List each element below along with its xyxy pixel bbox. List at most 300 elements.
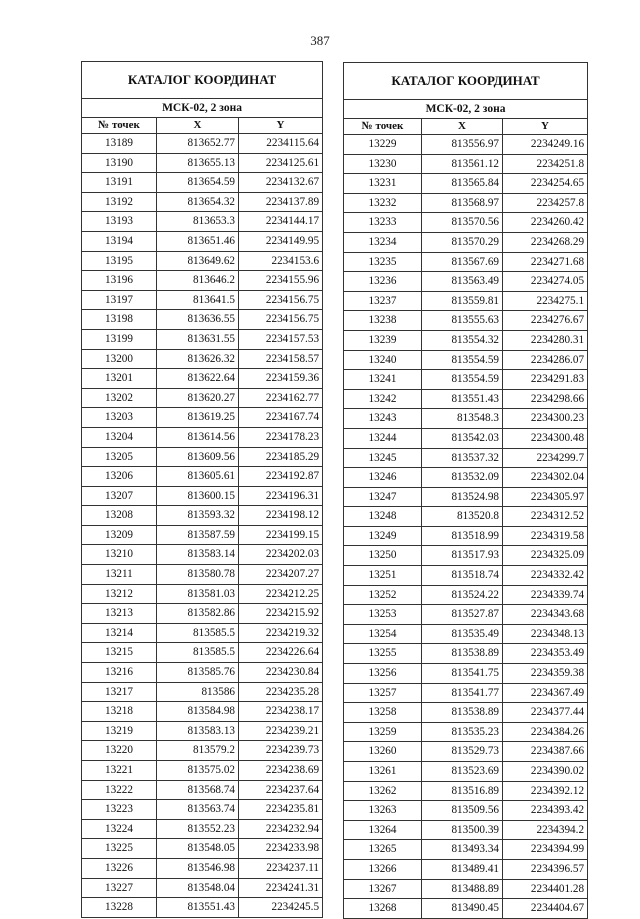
y-coordinate-cell: 2234260.42 bbox=[503, 213, 588, 233]
y-coordinate-cell: 2234235.81 bbox=[239, 800, 323, 820]
table-row bbox=[344, 272, 588, 292]
y-coordinate-cell: 2234132.67 bbox=[239, 173, 323, 193]
table-row bbox=[82, 134, 323, 154]
table-row bbox=[82, 486, 323, 506]
y-coordinate-cell: 2234394.99 bbox=[503, 840, 588, 860]
x-coordinate-cell: 813563.74 bbox=[157, 800, 239, 820]
table-row bbox=[82, 212, 323, 232]
table-row bbox=[344, 840, 588, 860]
x-coordinate-cell: 813489.41 bbox=[422, 859, 503, 879]
y-coordinate-cell: 2234394.2 bbox=[503, 820, 588, 840]
x-coordinate-cell: 813554.32 bbox=[422, 330, 503, 350]
point-number-cell: 13222 bbox=[82, 780, 157, 800]
y-coordinate-cell: 2234157.53 bbox=[239, 329, 323, 349]
table-row bbox=[344, 213, 588, 233]
x-coordinate-cell: 813524.22 bbox=[422, 585, 503, 605]
column-header-y: Y bbox=[239, 118, 323, 134]
catalog-title: КАТАЛОГ КООРДИНАТ bbox=[344, 63, 588, 100]
table-row bbox=[82, 623, 323, 643]
x-coordinate-cell: 813561.12 bbox=[422, 154, 503, 174]
table-row bbox=[82, 741, 323, 761]
column-header-y: Y bbox=[503, 119, 588, 135]
y-coordinate-cell: 2234159.36 bbox=[239, 369, 323, 389]
y-coordinate-cell: 2234155.96 bbox=[239, 271, 323, 291]
x-coordinate-cell: 813619.25 bbox=[157, 408, 239, 428]
coordinate-catalog-table-left bbox=[81, 61, 323, 918]
y-coordinate-cell: 2234396.57 bbox=[503, 859, 588, 879]
table-row bbox=[344, 370, 588, 390]
x-coordinate-cell: 813548.04 bbox=[157, 878, 239, 898]
table-row bbox=[82, 643, 323, 663]
y-coordinate-cell: 2234226.64 bbox=[239, 643, 323, 663]
point-number-cell: 13266 bbox=[344, 859, 422, 879]
y-coordinate-cell: 2234162.77 bbox=[239, 388, 323, 408]
point-number-cell: 13207 bbox=[82, 486, 157, 506]
x-coordinate-cell: 813535.23 bbox=[422, 722, 503, 742]
point-number-cell: 13257 bbox=[344, 683, 422, 703]
point-number-cell: 13230 bbox=[344, 154, 422, 174]
point-number-cell: 13192 bbox=[82, 192, 157, 212]
x-coordinate-cell: 813551.43 bbox=[422, 389, 503, 409]
table-row bbox=[82, 447, 323, 467]
point-number-cell: 13240 bbox=[344, 350, 422, 370]
x-coordinate-cell: 813593.32 bbox=[157, 506, 239, 526]
point-number-cell: 13211 bbox=[82, 565, 157, 585]
table-row bbox=[344, 566, 588, 586]
y-coordinate-cell: 2234238.69 bbox=[239, 761, 323, 781]
point-number-cell: 13224 bbox=[82, 819, 157, 839]
point-number-cell: 13258 bbox=[344, 703, 422, 723]
y-coordinate-cell: 2234404.67 bbox=[503, 899, 588, 919]
y-coordinate-cell: 2234319.58 bbox=[503, 526, 588, 546]
table-row bbox=[82, 251, 323, 271]
y-coordinate-cell: 2234339.74 bbox=[503, 585, 588, 605]
x-coordinate-cell: 813529.73 bbox=[422, 742, 503, 762]
y-coordinate-cell: 2234156.75 bbox=[239, 310, 323, 330]
table-row bbox=[344, 154, 588, 174]
x-coordinate-cell: 813563.49 bbox=[422, 272, 503, 292]
y-coordinate-cell: 2234238.17 bbox=[239, 702, 323, 722]
table-row bbox=[82, 682, 323, 702]
table-row bbox=[82, 231, 323, 251]
x-coordinate-cell: 813584.98 bbox=[157, 702, 239, 722]
y-coordinate-cell: 2234219.32 bbox=[239, 623, 323, 643]
table-row bbox=[82, 271, 323, 291]
x-coordinate-cell: 813490.45 bbox=[422, 899, 503, 919]
point-number-cell: 13196 bbox=[82, 271, 157, 291]
table-row bbox=[82, 290, 323, 310]
x-coordinate-cell: 813586 bbox=[157, 682, 239, 702]
point-number-cell: 13267 bbox=[344, 879, 422, 899]
x-coordinate-cell: 813649.62 bbox=[157, 251, 239, 271]
y-coordinate-cell: 2234286.07 bbox=[503, 350, 588, 370]
y-coordinate-cell: 2234239.21 bbox=[239, 721, 323, 741]
table-row bbox=[344, 409, 588, 429]
point-number-cell: 13212 bbox=[82, 584, 157, 604]
y-coordinate-cell: 2234257.8 bbox=[503, 193, 588, 213]
y-coordinate-cell: 2234199.15 bbox=[239, 525, 323, 545]
table-row bbox=[82, 839, 323, 859]
x-coordinate-cell: 813652.77 bbox=[157, 134, 239, 154]
table-row bbox=[344, 193, 588, 213]
y-coordinate-cell: 2234312.52 bbox=[503, 507, 588, 527]
point-number-cell: 13229 bbox=[344, 135, 422, 155]
table-row bbox=[344, 389, 588, 409]
table-row bbox=[344, 448, 588, 468]
x-coordinate-cell: 813614.56 bbox=[157, 427, 239, 447]
point-number-cell: 13256 bbox=[344, 664, 422, 684]
point-number-cell: 13236 bbox=[344, 272, 422, 292]
table-row bbox=[344, 762, 588, 782]
table-row bbox=[82, 369, 323, 389]
x-coordinate-cell: 813581.03 bbox=[157, 584, 239, 604]
x-coordinate-cell: 813609.56 bbox=[157, 447, 239, 467]
y-coordinate-cell: 2234144.17 bbox=[239, 212, 323, 232]
y-coordinate-cell: 2234237.64 bbox=[239, 780, 323, 800]
y-coordinate-cell: 2234393.42 bbox=[503, 801, 588, 821]
column-header-point-number: № точек bbox=[82, 118, 157, 134]
y-coordinate-cell: 2234196.31 bbox=[239, 486, 323, 506]
table-row bbox=[82, 878, 323, 898]
table-row bbox=[344, 801, 588, 821]
point-number-cell: 13235 bbox=[344, 252, 422, 272]
point-number-cell: 13244 bbox=[344, 428, 422, 448]
x-coordinate-cell: 813620.27 bbox=[157, 388, 239, 408]
x-coordinate-cell: 813555.63 bbox=[422, 311, 503, 331]
y-coordinate-cell: 2234353.49 bbox=[503, 644, 588, 664]
y-coordinate-cell: 2234401.28 bbox=[503, 879, 588, 899]
point-number-cell: 13251 bbox=[344, 566, 422, 586]
table-row bbox=[82, 525, 323, 545]
x-coordinate-cell: 813548.3 bbox=[422, 409, 503, 429]
y-coordinate-cell: 2234359.38 bbox=[503, 664, 588, 684]
x-coordinate-cell: 813509.56 bbox=[422, 801, 503, 821]
y-coordinate-cell: 2234254.65 bbox=[503, 174, 588, 194]
y-coordinate-cell: 2234392.12 bbox=[503, 781, 588, 801]
x-coordinate-cell: 813527.87 bbox=[422, 605, 503, 625]
table-row bbox=[344, 428, 588, 448]
x-coordinate-cell: 813559.81 bbox=[422, 291, 503, 311]
point-number-cell: 13223 bbox=[82, 800, 157, 820]
point-number-cell: 13246 bbox=[344, 468, 422, 488]
point-number-cell: 13247 bbox=[344, 487, 422, 507]
y-coordinate-cell: 2234215.92 bbox=[239, 604, 323, 624]
table-row bbox=[82, 721, 323, 741]
table-row bbox=[344, 585, 588, 605]
y-coordinate-cell: 2234348.13 bbox=[503, 624, 588, 644]
x-coordinate-cell: 813582.86 bbox=[157, 604, 239, 624]
point-number-cell: 13233 bbox=[344, 213, 422, 233]
point-number-cell: 13204 bbox=[82, 427, 157, 447]
y-coordinate-cell: 2234212.25 bbox=[239, 584, 323, 604]
y-coordinate-cell: 2234367.49 bbox=[503, 683, 588, 703]
x-coordinate-cell: 813600.15 bbox=[157, 486, 239, 506]
table-row bbox=[82, 310, 323, 330]
table-row bbox=[82, 819, 323, 839]
point-number-cell: 13203 bbox=[82, 408, 157, 428]
table-row bbox=[344, 605, 588, 625]
table-row bbox=[344, 742, 588, 762]
table-row bbox=[344, 683, 588, 703]
table-row bbox=[344, 879, 588, 899]
point-number-cell: 13199 bbox=[82, 329, 157, 349]
table-row bbox=[344, 820, 588, 840]
y-coordinate-cell: 2234245.5 bbox=[239, 898, 323, 918]
table-row bbox=[82, 604, 323, 624]
point-number-cell: 13264 bbox=[344, 820, 422, 840]
point-number-cell: 13259 bbox=[344, 722, 422, 742]
point-number-cell: 13198 bbox=[82, 310, 157, 330]
y-coordinate-cell: 2234235.28 bbox=[239, 682, 323, 702]
coordinate-system-subtitle: МСК-02, 2 зона bbox=[82, 99, 323, 118]
point-number-cell: 13253 bbox=[344, 605, 422, 625]
point-number-cell: 13210 bbox=[82, 545, 157, 565]
table-row bbox=[344, 703, 588, 723]
x-coordinate-cell: 813542.03 bbox=[422, 428, 503, 448]
table-row bbox=[344, 546, 588, 566]
table-row bbox=[82, 584, 323, 604]
coordinate-catalog-table-right bbox=[343, 62, 588, 919]
x-coordinate-cell: 813570.56 bbox=[422, 213, 503, 233]
x-coordinate-cell: 813580.78 bbox=[157, 565, 239, 585]
table-row bbox=[82, 506, 323, 526]
table-row bbox=[344, 664, 588, 684]
y-coordinate-cell: 2234276.67 bbox=[503, 311, 588, 331]
table-row bbox=[344, 722, 588, 742]
x-coordinate-cell: 813516.89 bbox=[422, 781, 503, 801]
table-row bbox=[82, 153, 323, 173]
point-number-cell: 13201 bbox=[82, 369, 157, 389]
x-coordinate-cell: 813641.5 bbox=[157, 290, 239, 310]
x-coordinate-cell: 813524.98 bbox=[422, 487, 503, 507]
table-row bbox=[82, 427, 323, 447]
table-row bbox=[82, 467, 323, 487]
table-row bbox=[344, 624, 588, 644]
table-row bbox=[82, 761, 323, 781]
y-coordinate-cell: 2234185.29 bbox=[239, 447, 323, 467]
x-coordinate-cell: 813654.32 bbox=[157, 192, 239, 212]
y-coordinate-cell: 2234299.7 bbox=[503, 448, 588, 468]
y-coordinate-cell: 2234271.68 bbox=[503, 252, 588, 272]
table-row bbox=[344, 330, 588, 350]
table-body-right bbox=[344, 135, 588, 919]
point-number-cell: 13205 bbox=[82, 447, 157, 467]
y-coordinate-cell: 2234149.95 bbox=[239, 231, 323, 251]
x-coordinate-cell: 813575.02 bbox=[157, 761, 239, 781]
y-coordinate-cell: 2234332.42 bbox=[503, 566, 588, 586]
x-coordinate-cell: 813488.89 bbox=[422, 879, 503, 899]
page-number: 387 bbox=[310, 33, 330, 48]
y-coordinate-cell: 2234268.29 bbox=[503, 232, 588, 252]
table-row bbox=[82, 349, 323, 369]
x-coordinate-cell: 813568.97 bbox=[422, 193, 503, 213]
y-coordinate-cell: 2234249.16 bbox=[503, 135, 588, 155]
point-number-cell: 13252 bbox=[344, 585, 422, 605]
y-coordinate-cell: 2234302.04 bbox=[503, 468, 588, 488]
y-coordinate-cell: 2234178.23 bbox=[239, 427, 323, 447]
point-number-cell: 13216 bbox=[82, 663, 157, 683]
point-number-cell: 13243 bbox=[344, 409, 422, 429]
point-number-cell: 13218 bbox=[82, 702, 157, 722]
x-coordinate-cell: 813568.74 bbox=[157, 780, 239, 800]
point-number-cell: 13208 bbox=[82, 506, 157, 526]
x-coordinate-cell: 813551.43 bbox=[157, 898, 239, 918]
x-coordinate-cell: 813541.75 bbox=[422, 664, 503, 684]
point-number-cell: 13261 bbox=[344, 762, 422, 782]
table-row bbox=[82, 663, 323, 683]
point-number-cell: 13195 bbox=[82, 251, 157, 271]
y-coordinate-cell: 2234298.66 bbox=[503, 389, 588, 409]
table-row bbox=[344, 899, 588, 919]
point-number-cell: 13214 bbox=[82, 623, 157, 643]
point-number-cell: 13197 bbox=[82, 290, 157, 310]
table-row bbox=[344, 232, 588, 252]
y-coordinate-cell: 2234137.89 bbox=[239, 192, 323, 212]
x-coordinate-cell: 813518.99 bbox=[422, 526, 503, 546]
y-coordinate-cell: 2234343.68 bbox=[503, 605, 588, 625]
column-header-x: X bbox=[422, 119, 503, 135]
table-row bbox=[82, 898, 323, 918]
point-number-cell: 13255 bbox=[344, 644, 422, 664]
point-number-cell: 13250 bbox=[344, 546, 422, 566]
point-number-cell: 13237 bbox=[344, 291, 422, 311]
point-number-cell: 13215 bbox=[82, 643, 157, 663]
table-row bbox=[344, 311, 588, 331]
table-row bbox=[82, 388, 323, 408]
table-row bbox=[344, 781, 588, 801]
x-coordinate-cell: 813605.61 bbox=[157, 467, 239, 487]
x-coordinate-cell: 813523.69 bbox=[422, 762, 503, 782]
table-row bbox=[344, 644, 588, 664]
table-body-left bbox=[82, 134, 323, 918]
point-number-cell: 13225 bbox=[82, 839, 157, 859]
point-number-cell: 13263 bbox=[344, 801, 422, 821]
x-coordinate-cell: 813500.39 bbox=[422, 820, 503, 840]
x-coordinate-cell: 813587.59 bbox=[157, 525, 239, 545]
x-coordinate-cell: 813585.5 bbox=[157, 643, 239, 663]
point-number-cell: 13209 bbox=[82, 525, 157, 545]
x-coordinate-cell: 813552.23 bbox=[157, 819, 239, 839]
point-number-cell: 13219 bbox=[82, 721, 157, 741]
coordinate-system-subtitle: МСК-02, 2 зона bbox=[344, 100, 588, 119]
y-coordinate-cell: 2234192.87 bbox=[239, 467, 323, 487]
y-coordinate-cell: 2234239.73 bbox=[239, 741, 323, 761]
column-header-x: X bbox=[157, 118, 239, 134]
point-number-cell: 13268 bbox=[344, 899, 422, 919]
x-coordinate-cell: 813631.55 bbox=[157, 329, 239, 349]
table-row bbox=[344, 487, 588, 507]
x-coordinate-cell: 813554.59 bbox=[422, 350, 503, 370]
y-coordinate-cell: 2234275.1 bbox=[503, 291, 588, 311]
table-row bbox=[344, 468, 588, 488]
point-number-cell: 13200 bbox=[82, 349, 157, 369]
x-coordinate-cell: 813541.77 bbox=[422, 683, 503, 703]
y-coordinate-cell: 2234300.48 bbox=[503, 428, 588, 448]
x-coordinate-cell: 813554.59 bbox=[422, 370, 503, 390]
point-number-cell: 13221 bbox=[82, 761, 157, 781]
point-number-cell: 13226 bbox=[82, 858, 157, 878]
table-row bbox=[82, 858, 323, 878]
x-coordinate-cell: 813622.64 bbox=[157, 369, 239, 389]
point-number-cell: 13234 bbox=[344, 232, 422, 252]
x-coordinate-cell: 813585.76 bbox=[157, 663, 239, 683]
point-number-cell: 13193 bbox=[82, 212, 157, 232]
table-row bbox=[82, 780, 323, 800]
table-row bbox=[344, 526, 588, 546]
point-number-cell: 13228 bbox=[82, 898, 157, 918]
table-row bbox=[82, 173, 323, 193]
point-number-cell: 13238 bbox=[344, 311, 422, 331]
y-coordinate-cell: 2234274.05 bbox=[503, 272, 588, 292]
x-coordinate-cell: 813538.89 bbox=[422, 644, 503, 664]
point-number-cell: 13189 bbox=[82, 134, 157, 154]
y-coordinate-cell: 2234291.83 bbox=[503, 370, 588, 390]
y-coordinate-cell: 2234387.66 bbox=[503, 742, 588, 762]
x-coordinate-cell: 813556.97 bbox=[422, 135, 503, 155]
x-coordinate-cell: 813654.59 bbox=[157, 173, 239, 193]
point-number-cell: 13191 bbox=[82, 173, 157, 193]
x-coordinate-cell: 813579.2 bbox=[157, 741, 239, 761]
point-number-cell: 13241 bbox=[344, 370, 422, 390]
point-number-cell: 13227 bbox=[82, 878, 157, 898]
x-coordinate-cell: 813518.74 bbox=[422, 566, 503, 586]
y-coordinate-cell: 2234390.02 bbox=[503, 762, 588, 782]
x-coordinate-cell: 813585.5 bbox=[157, 623, 239, 643]
point-number-cell: 13220 bbox=[82, 741, 157, 761]
x-coordinate-cell: 813655.13 bbox=[157, 153, 239, 173]
y-coordinate-cell: 2234153.6 bbox=[239, 251, 323, 271]
x-coordinate-cell: 813535.49 bbox=[422, 624, 503, 644]
x-coordinate-cell: 813583.14 bbox=[157, 545, 239, 565]
x-coordinate-cell: 813520.8 bbox=[422, 507, 503, 527]
point-number-cell: 13213 bbox=[82, 604, 157, 624]
y-coordinate-cell: 2234251.8 bbox=[503, 154, 588, 174]
point-number-cell: 13231 bbox=[344, 174, 422, 194]
y-coordinate-cell: 2234232.94 bbox=[239, 819, 323, 839]
y-coordinate-cell: 2234156.75 bbox=[239, 290, 323, 310]
point-number-cell: 13202 bbox=[82, 388, 157, 408]
x-coordinate-cell: 813537.32 bbox=[422, 448, 503, 468]
point-number-cell: 13254 bbox=[344, 624, 422, 644]
x-coordinate-cell: 813493.34 bbox=[422, 840, 503, 860]
x-coordinate-cell: 813636.55 bbox=[157, 310, 239, 330]
x-coordinate-cell: 813583.13 bbox=[157, 721, 239, 741]
table-row bbox=[344, 135, 588, 155]
table-row bbox=[344, 252, 588, 272]
y-coordinate-cell: 2234158.57 bbox=[239, 349, 323, 369]
y-coordinate-cell: 2234125.61 bbox=[239, 153, 323, 173]
y-coordinate-cell: 2234300.23 bbox=[503, 409, 588, 429]
y-coordinate-cell: 2234167.74 bbox=[239, 408, 323, 428]
x-coordinate-cell: 813517.93 bbox=[422, 546, 503, 566]
y-coordinate-cell: 2234198.12 bbox=[239, 506, 323, 526]
point-number-cell: 13239 bbox=[344, 330, 422, 350]
point-number-cell: 13260 bbox=[344, 742, 422, 762]
table-row bbox=[82, 565, 323, 585]
point-number-cell: 13206 bbox=[82, 467, 157, 487]
table-row bbox=[82, 702, 323, 722]
y-coordinate-cell: 2234207.27 bbox=[239, 565, 323, 585]
table-row bbox=[344, 291, 588, 311]
point-number-cell: 13248 bbox=[344, 507, 422, 527]
y-coordinate-cell: 2234384.26 bbox=[503, 722, 588, 742]
point-number-cell: 13249 bbox=[344, 526, 422, 546]
y-coordinate-cell: 2234202.03 bbox=[239, 545, 323, 565]
point-number-cell: 13194 bbox=[82, 231, 157, 251]
x-coordinate-cell: 813570.29 bbox=[422, 232, 503, 252]
point-number-cell: 13232 bbox=[344, 193, 422, 213]
y-coordinate-cell: 2234230.84 bbox=[239, 663, 323, 683]
